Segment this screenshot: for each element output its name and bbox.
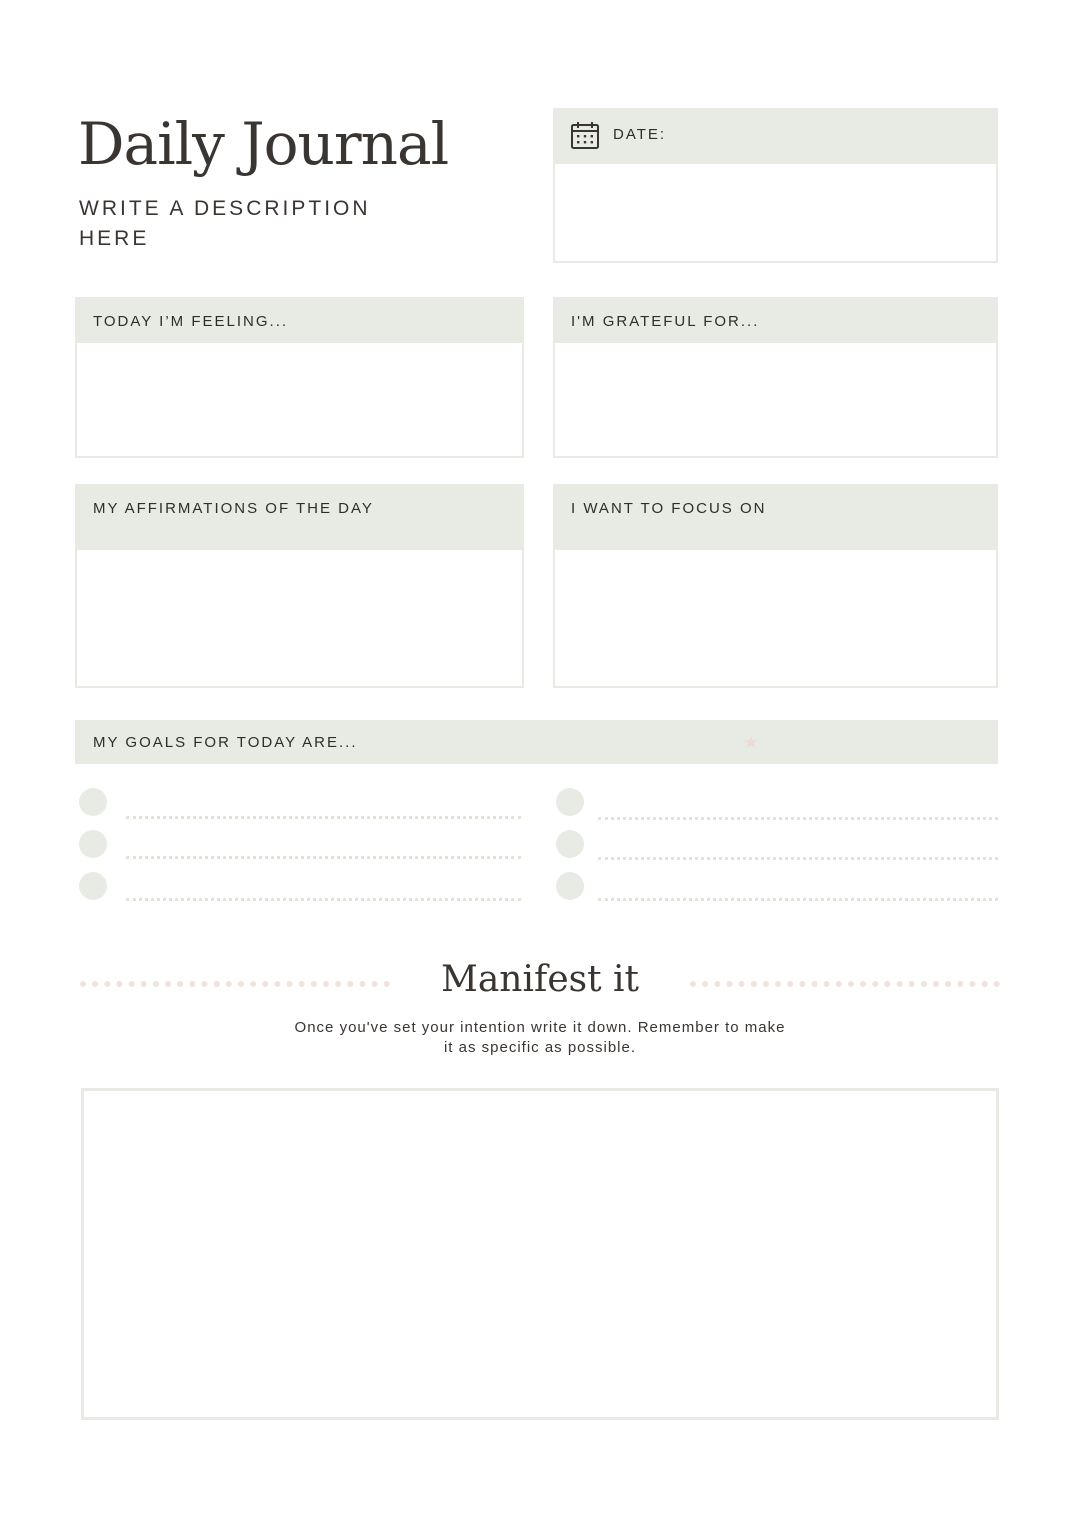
grateful-label: I'M GRATEFUL FOR...	[571, 313, 760, 330]
grateful-header	[553, 297, 998, 343]
calendar-icon	[570, 120, 600, 150]
star-icon: ★	[743, 732, 760, 752]
page-description: WRITE A DESCRIPTION HERE	[79, 197, 371, 250]
affirmations-label: MY AFFIRMATIONS OF THE DAY	[93, 500, 374, 517]
goal-bullet[interactable]	[79, 788, 107, 816]
goal-line[interactable]	[126, 898, 521, 901]
focus-box[interactable]	[553, 484, 998, 688]
date-box[interactable]	[553, 108, 998, 263]
affirmations-header	[75, 484, 524, 550]
grateful-box[interactable]	[553, 297, 998, 458]
date-label: DATE:	[613, 126, 667, 143]
focus-label: I WANT TO FOCUS ON	[571, 500, 767, 517]
goal-line[interactable]	[598, 817, 998, 820]
page-title: Daily Journal	[78, 110, 449, 178]
goal-line[interactable]	[126, 816, 521, 819]
manifest-description: Once you've set your intention write it down. Remember to make it as specific as possible.	[294, 1019, 786, 1056]
goals-label: MY GOALS FOR TODAY ARE...	[93, 734, 358, 751]
affirmations-box[interactable]	[75, 484, 524, 688]
goal-bullet[interactable]	[556, 830, 584, 858]
goal-bullet[interactable]	[79, 872, 107, 900]
feeling-box[interactable]	[75, 297, 524, 458]
goal-bullet[interactable]	[79, 830, 107, 858]
focus-header	[553, 484, 998, 550]
goal-bullet[interactable]	[556, 872, 584, 900]
feeling-header	[75, 297, 524, 343]
goals-header	[75, 720, 998, 764]
manifest-title: Manifest it	[440, 959, 640, 1000]
feeling-label: TODAY I’M FEELING...	[93, 313, 289, 330]
date-header	[553, 108, 998, 164]
goal-line[interactable]	[598, 898, 998, 901]
goal-line[interactable]	[598, 857, 998, 860]
manifest-writing-box[interactable]	[81, 1088, 999, 1420]
goal-line[interactable]	[126, 856, 521, 859]
goal-bullet[interactable]	[556, 788, 584, 816]
